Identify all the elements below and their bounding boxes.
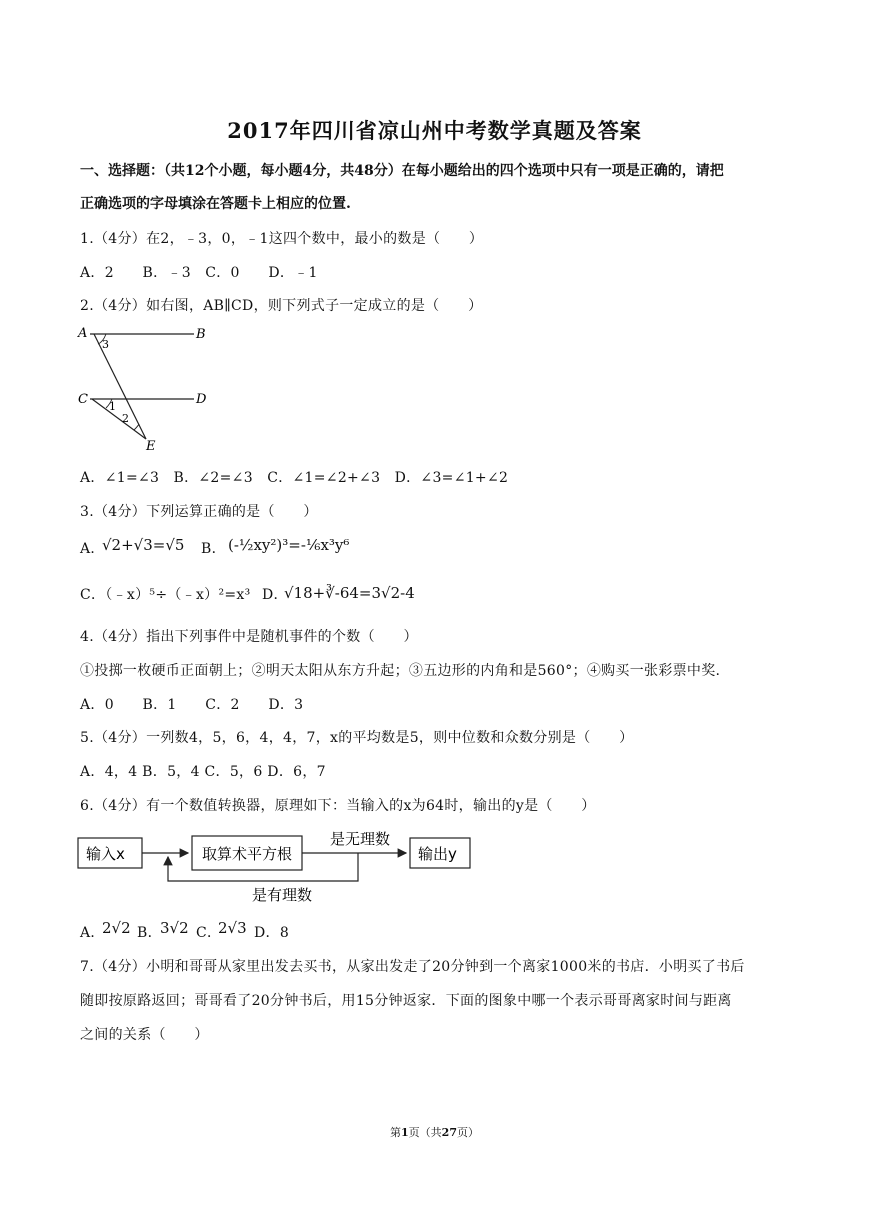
q4-stem: 4.（4分）指出下列事件中是随机事件的个数（ ） [80, 629, 418, 645]
flow-box-process: 取算术平方根 [202, 845, 293, 863]
q3-option-b-label: B． [201, 541, 226, 557]
footer-suffix: 页） [456, 1126, 479, 1139]
flow-box-output: 输出y [418, 845, 457, 863]
flow-box-input: 输入x [86, 845, 125, 863]
document-title: 2017年四川省凉山州中考数学真题及答案 [227, 118, 642, 143]
q2-options: A．∠1=∠3 B．∠2=∠3 C．∠1=∠2+∠3 D．∠3=∠1+∠2 [80, 470, 509, 486]
q6-option-a: 2√2 [102, 919, 131, 937]
q5-stem: 5.（4分）一列数4，5，6，4，4，7，x的平均数是5，则中位数和众数分别是（ ） [80, 730, 634, 746]
q5-options: A．4，4 B．5，4 C．5，6 D．6，7 [80, 764, 326, 780]
q6-option-a-label: A． [80, 925, 105, 941]
q6-option-c-label: C． [196, 925, 222, 941]
q6-option-b-label: B． [137, 925, 162, 941]
q3-option-d-label: D． [262, 587, 288, 603]
q6-option-b: 3√2 [160, 919, 189, 937]
angle-label-2: 2 [122, 412, 129, 425]
flow-label-irrational: 是无理数 [330, 830, 391, 848]
q2-stem: 2.（4分）如右图，AB∥CD，则下列式子一定成立的是（ ） [80, 298, 483, 314]
footer-page-number: 1 [401, 1126, 409, 1139]
q3-option-b-expression: (-½xy²)³=-⅙x³y⁶ [228, 536, 350, 554]
q3-option-a-expression: √2+√3=√5 [102, 536, 185, 554]
figure-label-c: C [78, 392, 88, 407]
q6-flowchart [76, 824, 476, 904]
section-heading-line2: 正确选项的字母填涂在答题卡上相应的位置. [80, 196, 351, 212]
q3-option-c: C．（﹣x）⁵÷（﹣x）²=x³ [80, 587, 251, 603]
q6-option-d: D．8 [254, 925, 290, 941]
q6-option-c: 2√3 [218, 919, 247, 937]
angle-label-3: 3 [102, 338, 109, 351]
q7-line3: 之间的关系（ ） [80, 1027, 209, 1043]
q4-events: ①投掷一枚硬币正面朝上；②明天太阳从东方升起；③五边形的内角和是560°；④购买一张彩票中奖. [80, 663, 721, 679]
footer-total-pages: 27 [441, 1126, 457, 1139]
q3-option-a-label: A． [80, 541, 105, 557]
figure-label-a: A [78, 326, 88, 341]
q2-parallel-lines-figure [76, 322, 216, 452]
page-footer [0, 1124, 869, 1140]
q7-line2: 随即按原路返回；哥哥看了20分钟书后，用15分钟返家．下面的图象中哪一个表示哥哥离家时间与距离 [80, 993, 732, 1009]
figure-label-b: B [196, 327, 206, 342]
footer-prefix: 第 [390, 1126, 402, 1139]
section-heading-line1: 一、选择题：（共12个小题，每小题4分，共48分）在每小题给出的四个选项中只有一项是正确的，请把 [80, 163, 724, 179]
figure-label-d: D [196, 392, 207, 407]
flow-label-rational: 是有理数 [252, 886, 313, 904]
q6-stem: 6.（4分）有一个数值转换器，原理如下：当输入的x为64时，输出的y是（ ） [80, 798, 596, 814]
q1-stem: 1.（4分）在2，﹣3，0，﹣1这四个数中，最小的数是（ ） [80, 231, 484, 247]
angle-label-1: 1 [109, 400, 116, 413]
q3-option-d-expression: √18+∛-64=3√2-4 [284, 584, 415, 602]
q3-stem: 3.（4分）下列运算正确的是（ ） [80, 504, 318, 520]
figure-label-e: E [146, 439, 156, 454]
footer-mid: 页（共 [408, 1126, 442, 1139]
q1-options: A．2 B．﹣3 C．0 D．﹣1 [80, 265, 318, 281]
q7-line1: 7.（4分）小明和哥哥从家里出发去买书，从家出发走了20分钟到一个离家1000米的书店．小明买了书后 [80, 959, 745, 975]
q4-options: A．0 B．1 C．2 D．3 [80, 697, 304, 713]
